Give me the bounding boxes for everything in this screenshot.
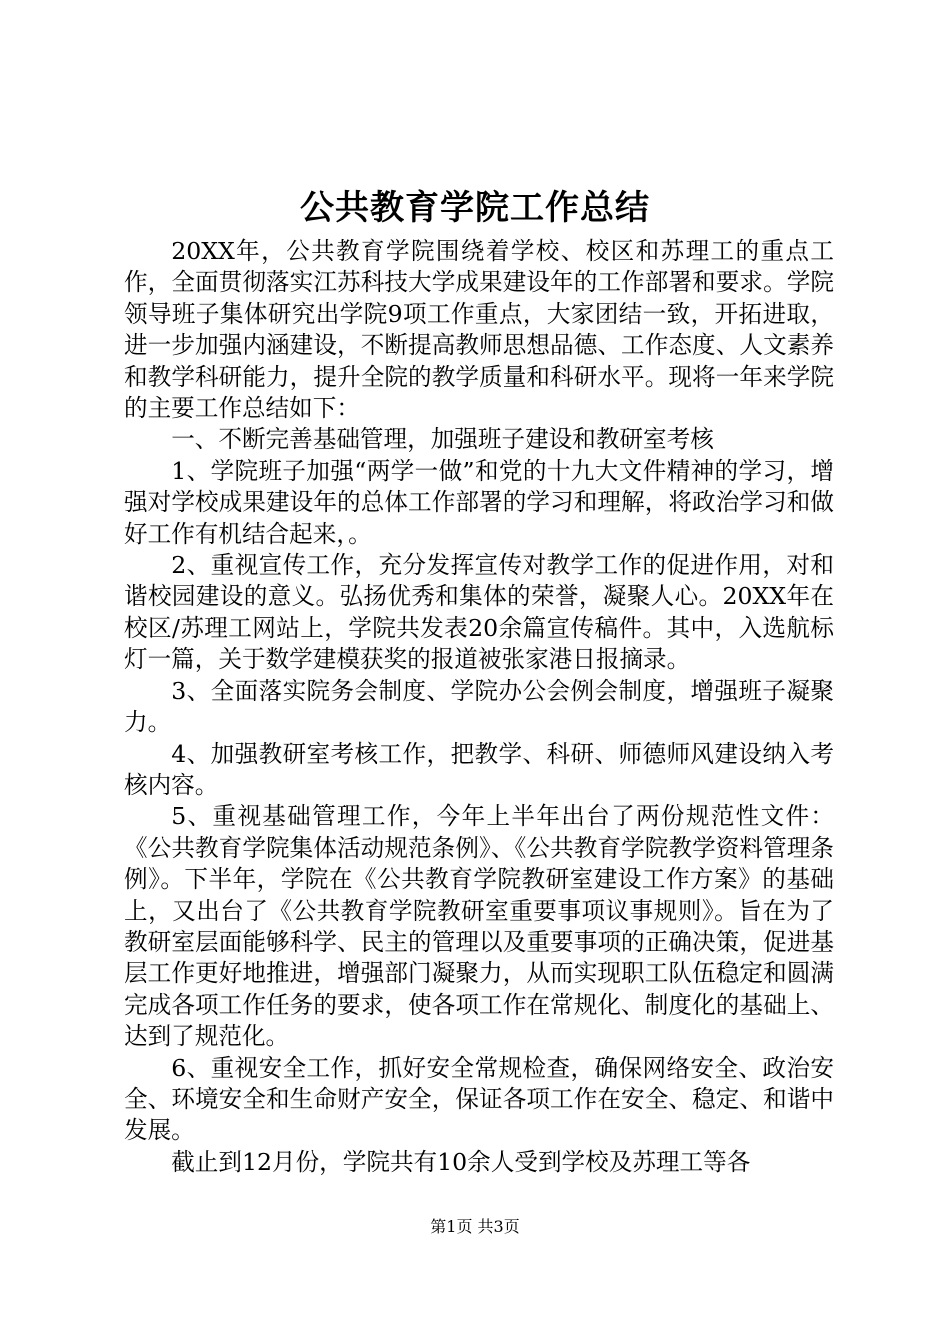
- paragraph-item-5: 5、重视基础管理工作，今年上半年出台了两份规范性文件：《公共教育学院集体活动规范条例》、《公共教育学院教学资料管理条例》。下半年，学院在《公共教育学院教研室建设工作方案》的基础上，又出台了《公共教育学院教研室重要事项议事规则》。旨在为了教研室层面能够科学、民主的管理以及重要事项的正确决策，促进基层工作更好地推进，增强部门凝聚力，从而实现职工队伍稳定和圆满完成各项工作任务的要求，使各项工作在常规化、制度化的基础上、达到了规范化。: [124, 802, 834, 1051]
- page-number-footer: 第1页 共3页: [430, 1217, 520, 1236]
- paragraph-closing: 截止到12月份，学院共有10余人受到学校及苏理工等各: [171, 1147, 751, 1176]
- document-body: [124, 236, 834, 1178]
- section-heading-1: 一、不断完善基础管理，加强班子建设和教研室考核: [171, 425, 714, 454]
- paragraph-item-1: 1、学院班子加强“两学一做”和党的十九大文件精神的学习，增强对学校成果建设年的总体工作部署的学习和理解，将政治学习和做好工作有机结合起来，。: [124, 456, 834, 548]
- document-title: 公共教育学院工作总结: [300, 188, 650, 228]
- paragraph-item-2: 2、重视宣传工作，充分发挥宣传对教学工作的促进作用，对和谐校园建设的意义。弘扬优秀和集体的荣誉，凝聚人心。20XX年在校区/苏理工网站上，学院共发表20余篇宣传稿件。其中，入选航标灯一篇，关于数学建模获奖的报道被张家港日报摘录。: [124, 551, 834, 674]
- paragraph-item-3: 3、全面落实院务会制度、学院办公会例会制度，增强班子凝聚力。: [124, 676, 834, 737]
- paragraph-item-4: 4、加强教研室考核工作，把教学、科研、师德师风建设纳入考核内容。: [124, 739, 834, 799]
- paragraph-item-6: 6、重视安全工作，抓好安全常规检查，确保网络安全、政治安全、环境安全和生命财产安全，保证各项工作在安全、稳定、和谐中发展。: [124, 1053, 834, 1145]
- paragraph-intro: 20XX年，公共教育学院围绕着学校、校区和苏理工的重点工作，全面贯彻落实江苏科技大学成果建设年的工作部署和要求。学院领导班子集体研究出学院9项工作重点，大家团结一致，开拓进取，进一步加强内涵建设，不断提高教师思想品德、工作态度、人文素养和教学科研能力，提升全院的教学质量和科研水平。现将一年来学院的主要工作总结如下：: [124, 237, 834, 423]
